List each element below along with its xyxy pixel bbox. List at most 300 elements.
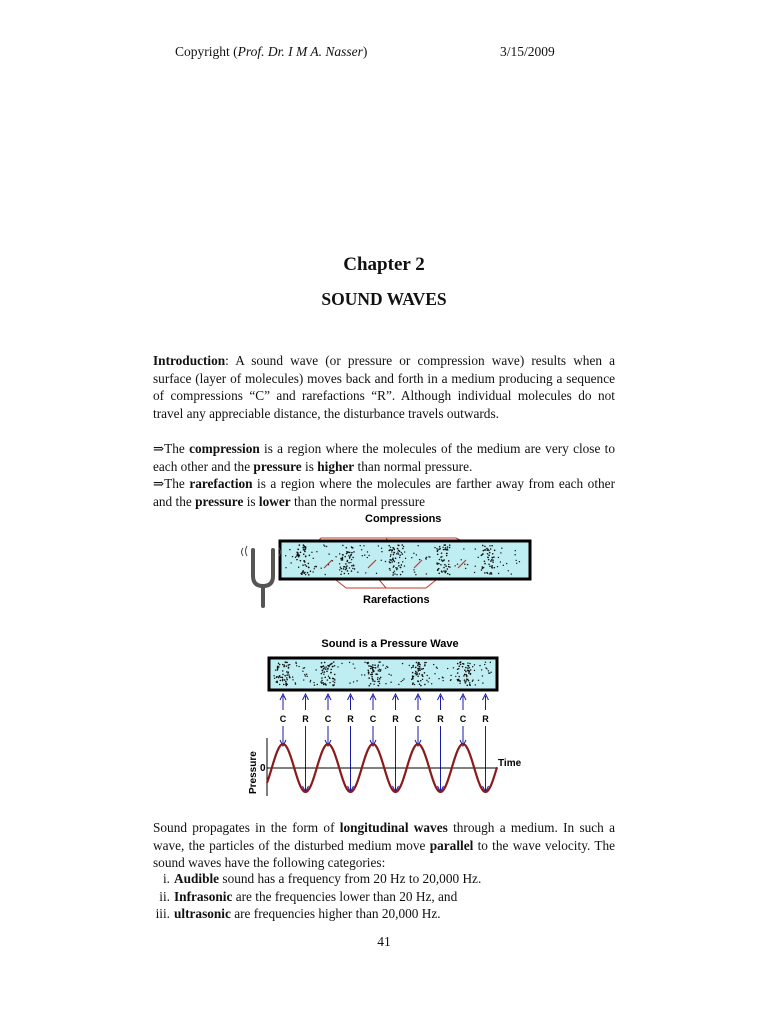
time-label: Time [498, 758, 522, 769]
molecule-dot [345, 563, 347, 565]
molecule-dot [371, 667, 373, 669]
molecule-dot [277, 668, 279, 670]
cr-label: C [369, 714, 377, 724]
molecule-dot [402, 680, 403, 681]
molecule-dot [346, 561, 348, 563]
molecule-dot [494, 550, 496, 552]
rarefaction-text3: than the normal pressure [290, 493, 426, 509]
molecule-dot [315, 669, 316, 670]
molecule-dot [367, 663, 369, 665]
longitudinal-b1: longitudinal waves [339, 820, 448, 835]
molecule-dot [352, 663, 353, 664]
molecule-dot [378, 545, 379, 546]
molecule-dot [322, 672, 323, 673]
molecule-dot [364, 674, 365, 675]
molecule-dot [351, 552, 353, 554]
compression-b1: pressure [253, 458, 302, 474]
molecule-dot [450, 675, 451, 676]
molecule-dot [297, 555, 299, 557]
molecule-dot [346, 565, 348, 567]
molecule-dot [447, 568, 449, 570]
molecule-dot [472, 679, 473, 680]
molecule-dot [396, 553, 398, 555]
molecule-dot [344, 556, 346, 558]
molecule-dot [382, 665, 383, 666]
molecule-dot [353, 565, 355, 567]
molecule-dot [438, 549, 440, 551]
molecule-dot [347, 551, 349, 553]
molecule-dot [342, 554, 344, 556]
molecule-dot [379, 670, 381, 672]
molecule-dot [420, 685, 422, 687]
molecule-dot [398, 565, 400, 567]
molecule-dot [412, 683, 414, 685]
molecule-dot [349, 567, 350, 568]
molecule-dot [378, 685, 380, 687]
molecule-dot [325, 668, 327, 670]
molecule-dot [307, 572, 309, 574]
molecule-dot [437, 569, 439, 571]
molecule-dot [516, 563, 517, 564]
molecule-dot [484, 664, 485, 665]
molecule-dot [379, 661, 381, 663]
molecule-dot [508, 570, 509, 571]
molecule-dot [303, 544, 305, 546]
molecule-dot [377, 670, 379, 672]
molecule-dot [310, 680, 311, 681]
molecule-dot [401, 544, 403, 546]
molecule-dot [280, 676, 282, 678]
molecule-dot [467, 564, 468, 565]
molecule-dot [347, 570, 349, 572]
molecule-dot [474, 664, 475, 665]
molecule-dot [419, 664, 421, 666]
molecule-dot [346, 547, 348, 549]
molecule-dot [310, 570, 312, 572]
molecule-dot [515, 560, 516, 561]
molecule-dot [438, 563, 440, 565]
molecule-dot [286, 665, 288, 667]
molecule-dot [350, 562, 351, 563]
molecule-dot [353, 681, 354, 682]
compressions-label: Compressions [365, 513, 442, 525]
molecule-dot [429, 677, 430, 678]
molecule-dot [331, 663, 333, 665]
molecule-dot [354, 667, 355, 668]
molecule-dot [419, 666, 421, 668]
molecule-dot [378, 681, 380, 683]
molecule-dot [339, 569, 340, 570]
molecule-dot [311, 552, 312, 553]
molecule-dot [470, 669, 472, 671]
molecule-dot [488, 559, 490, 561]
molecule-dot [344, 573, 346, 575]
cr-label: R [437, 714, 444, 724]
molecule-dot [381, 548, 382, 549]
molecule-dot [447, 573, 449, 575]
molecule-dot [498, 573, 499, 574]
molecule-dot [283, 666, 285, 668]
molecule-dot [290, 562, 291, 563]
longitudinal-text1: Sound propagates in the form of [153, 820, 340, 835]
molecule-dot [393, 552, 395, 554]
compression-b2: higher [317, 458, 355, 474]
molecule-dot [484, 561, 486, 563]
molecule-dot [445, 565, 447, 567]
molecule-dot [437, 563, 439, 565]
molecule-dot [469, 684, 471, 686]
molecule-dot [370, 666, 371, 667]
molecule-dot [365, 572, 366, 573]
longitudinal-text3: to the wave velocity. The sound waves have the following categories: [153, 837, 615, 870]
molecule-dot [292, 679, 293, 680]
molecule-dot [469, 663, 471, 665]
molecule-dot [321, 680, 323, 682]
molecule-dot [379, 678, 381, 680]
molecule-dot [286, 679, 288, 681]
molecule-dot [447, 668, 448, 669]
molecule-dot [450, 679, 451, 680]
molecule-dot [348, 555, 349, 556]
molecule-dot [273, 675, 274, 676]
molecule-dot [475, 684, 476, 685]
molecule-dot [396, 574, 397, 575]
molecule-dot [297, 549, 299, 551]
molecule-dot [454, 565, 455, 566]
molecule-dot [478, 557, 479, 558]
molecule-dot [343, 568, 345, 570]
molecule-dot [461, 559, 462, 560]
molecule-dot [276, 681, 278, 683]
molecule-dot [486, 549, 488, 551]
molecule-dot [466, 685, 468, 687]
molecule-dot [468, 672, 469, 673]
molecule-dot [298, 666, 299, 667]
molecule-dot [328, 676, 329, 677]
molecule-dot [302, 570, 304, 572]
molecule-dot [289, 549, 290, 550]
molecule-dot [389, 549, 391, 551]
molecule-dot [351, 570, 353, 572]
molecule-dot [274, 678, 275, 679]
molecule-dot [303, 549, 305, 551]
list-number: iii. [155, 906, 170, 921]
longitudinal-b2: parallel [429, 837, 474, 853]
molecule-dot [351, 559, 352, 560]
molecule-dot [340, 568, 342, 570]
molecule-dot [484, 563, 486, 565]
molecule-dot [412, 666, 414, 668]
molecule-dot [428, 556, 429, 557]
molecule-dot [282, 664, 284, 666]
molecule-dot [415, 667, 417, 669]
molecule-dot [279, 664, 281, 666]
molecule-dot [490, 672, 491, 673]
molecule-dot [490, 662, 491, 663]
molecule-dot [313, 682, 314, 683]
molecule-dot [322, 670, 324, 672]
molecule-dot [330, 669, 332, 671]
molecule-dot [475, 548, 476, 549]
page-number: 41 [377, 934, 391, 949]
molecule-dot [352, 557, 354, 559]
molecule-dot [304, 674, 305, 675]
cr-label: R [347, 714, 354, 724]
molecule-dot [348, 562, 350, 564]
molecule-dot [377, 677, 378, 678]
molecule-dot [285, 555, 286, 556]
molecule-dot [394, 573, 395, 574]
molecule-dot [304, 572, 306, 574]
molecule-dot [391, 561, 393, 563]
molecule-dot [419, 669, 421, 671]
molecule-dot [417, 670, 419, 672]
molecule-dot [514, 554, 515, 555]
molecule-dot [289, 664, 290, 665]
molecule-dot [443, 570, 444, 571]
molecule-dot [337, 666, 338, 667]
molecule-dot [437, 550, 439, 552]
molecule-dot [295, 557, 296, 558]
molecule-dot [433, 664, 434, 665]
molecule-dot [449, 574, 451, 576]
molecule-dot [325, 666, 327, 668]
molecule-dot [401, 564, 403, 566]
air-tube-2 [269, 658, 497, 690]
molecule-dot [446, 553, 448, 555]
molecule-dot [431, 683, 432, 684]
molecule-dot [475, 566, 476, 567]
molecule-dot [386, 666, 387, 667]
molecule-dot [400, 681, 401, 682]
molecule-dot [368, 555, 369, 556]
molecule-dot [323, 668, 325, 670]
molecule-dot [417, 668, 419, 670]
molecule-dot [305, 555, 307, 557]
rarefaction-arrow: ⇒The [153, 476, 190, 491]
molecule-dot [421, 668, 423, 670]
molecule-dot [329, 677, 331, 679]
molecule-dot [370, 674, 372, 676]
molecule-dot [457, 663, 459, 665]
molecule-dot [416, 673, 418, 675]
molecule-dot [390, 547, 391, 548]
molecule-dot [414, 684, 415, 685]
molecule-dot [492, 553, 494, 555]
intro-text: : A sound wave (or pressure or compression wave) results when a surface (layer of molecules) moves back and forth in a medium producing a sequence of compressions “C” and rarefactions “R”. Although individual molecules do not travel any appreciable distance, the disturbance travels outwards. [153, 353, 615, 421]
intro-paragraph [153, 352, 615, 422]
molecule-dot [394, 561, 395, 562]
molecule-dot [371, 666, 373, 668]
molecule-dot [285, 681, 287, 683]
molecule-dot [457, 563, 458, 564]
rarefaction-b2: lower [258, 493, 291, 509]
molecule-dot [377, 679, 378, 680]
molecule-dot [409, 665, 410, 666]
molecule-dot [385, 668, 386, 669]
molecule-dot [448, 566, 450, 568]
molecule-dot [344, 566, 346, 568]
molecule-dot [397, 551, 398, 552]
molecule-dot [420, 680, 422, 682]
molecule-dot [490, 572, 492, 574]
molecule-dot [286, 671, 288, 673]
molecule-dot [486, 548, 488, 550]
molecule-dot [305, 549, 307, 551]
molecule-dot [425, 558, 426, 559]
molecule-dot [449, 547, 451, 549]
molecule-dot [361, 549, 362, 550]
molecule-dot [464, 679, 466, 681]
molecule-dot [487, 556, 489, 558]
molecule-dot [335, 556, 336, 557]
compression-figure [236, 508, 536, 610]
molecule-dot [381, 560, 382, 561]
molecule-dot [379, 683, 380, 684]
molecule-dot [312, 571, 313, 572]
molecule-dot [485, 661, 486, 662]
molecule-dot [470, 673, 472, 675]
molecule-dot [424, 662, 426, 664]
molecule-dot [415, 671, 417, 673]
molecule-dot [413, 553, 414, 554]
molecule-dot [332, 666, 334, 668]
molecule-dot [371, 672, 373, 674]
molecule-dot [364, 662, 365, 663]
molecule-dot [321, 662, 323, 664]
molecule-dot [280, 680, 282, 682]
molecule-dot [341, 558, 343, 560]
molecule-dot [364, 554, 365, 555]
molecule-dot [395, 557, 397, 559]
molecule-dot [349, 552, 351, 554]
molecule-dot [397, 548, 399, 550]
molecule-dot [501, 547, 502, 548]
molecule-dot [352, 568, 353, 569]
molecule-dot [390, 556, 391, 557]
molecule-dot [411, 557, 412, 558]
molecule-dot [422, 668, 424, 670]
molecule-dot [465, 680, 467, 682]
molecule-dot [321, 673, 323, 675]
copyright-suffix: ) [362, 44, 368, 59]
molecule-dot [323, 544, 324, 545]
molecule-dot [276, 676, 278, 678]
molecule-dot [400, 567, 402, 569]
molecule-dot [305, 546, 307, 548]
cr-label: C [459, 714, 467, 724]
molecule-dot [399, 557, 400, 558]
molecule-dot [296, 553, 298, 555]
molecule-dot [324, 677, 326, 679]
molecule-dot [491, 566, 493, 568]
molecule-dot [374, 681, 376, 683]
molecule-dot [445, 549, 447, 551]
molecule-dot [485, 667, 486, 668]
molecule-dot [370, 668, 372, 670]
list-item [133, 905, 481, 923]
molecule-dot [418, 662, 420, 664]
molecule-dot [465, 667, 467, 669]
molecule-dot [463, 548, 464, 549]
list-term: Infrasonic [174, 888, 233, 904]
molecule-dot [328, 553, 329, 554]
molecule-dot [403, 546, 404, 547]
molecule-dot [346, 568, 348, 570]
molecule-dot [491, 545, 493, 547]
molecule-dot [296, 663, 297, 664]
molecule-dot [489, 673, 490, 674]
molecule-dot [398, 550, 400, 552]
molecule-dot [402, 548, 404, 550]
molecule-dot [464, 669, 466, 671]
molecule-dot [404, 551, 405, 552]
molecule-dot [405, 558, 406, 559]
molecule-dot [282, 678, 284, 680]
molecule-dot [488, 563, 490, 565]
molecule-dot [303, 679, 304, 680]
molecule-dot [416, 554, 417, 555]
cr-label: R [482, 714, 489, 724]
molecule-dot [482, 682, 483, 683]
molecule-dot [300, 552, 302, 554]
molecule-dot [368, 671, 370, 673]
molecule-dot [372, 680, 374, 682]
molecule-dot [286, 685, 288, 687]
molecule-dot [323, 684, 325, 686]
molecule-dot [375, 673, 377, 675]
molecule-dot [333, 684, 335, 686]
list-term: ultrasonic [174, 906, 231, 921]
molecule-dot [393, 560, 395, 562]
molecule-dot [443, 549, 444, 550]
molecule-dot [444, 564, 446, 566]
cr-label: C [279, 714, 287, 724]
molecule-dot [460, 661, 462, 663]
molecule-dot [371, 676, 373, 678]
molecule-dot [278, 677, 280, 679]
rarefactions-label: Rarefactions [363, 594, 430, 606]
molecule-dot [392, 574, 394, 576]
molecule-dot [282, 680, 284, 682]
molecule-dot [302, 671, 303, 672]
molecule-dot [437, 554, 439, 556]
molecule-dot [474, 572, 475, 573]
rarefaction-term: rarefaction [189, 476, 253, 491]
molecule-dot [377, 664, 379, 666]
molecule-dot [419, 559, 420, 560]
molecule-dot [400, 574, 402, 576]
intro-label: Introduction [153, 353, 226, 368]
molecule-dot [519, 561, 520, 562]
molecule-dot [346, 553, 348, 555]
molecule-dot [481, 669, 482, 670]
molecule-dot [453, 667, 454, 668]
molecule-dot [414, 571, 415, 572]
molecule-dot [303, 667, 304, 668]
molecule-dot [370, 683, 372, 685]
molecule-dot [346, 551, 348, 553]
molecule-dot [340, 574, 342, 576]
molecule-dot [368, 665, 370, 667]
molecule-dot [465, 568, 466, 569]
pressure-axis-label: Pressure [248, 751, 259, 794]
molecule-dot [467, 667, 469, 669]
molecule-dot [443, 560, 445, 562]
molecule-dot [360, 545, 361, 546]
molecule-dot [302, 564, 304, 566]
molecule-dot [363, 545, 364, 546]
